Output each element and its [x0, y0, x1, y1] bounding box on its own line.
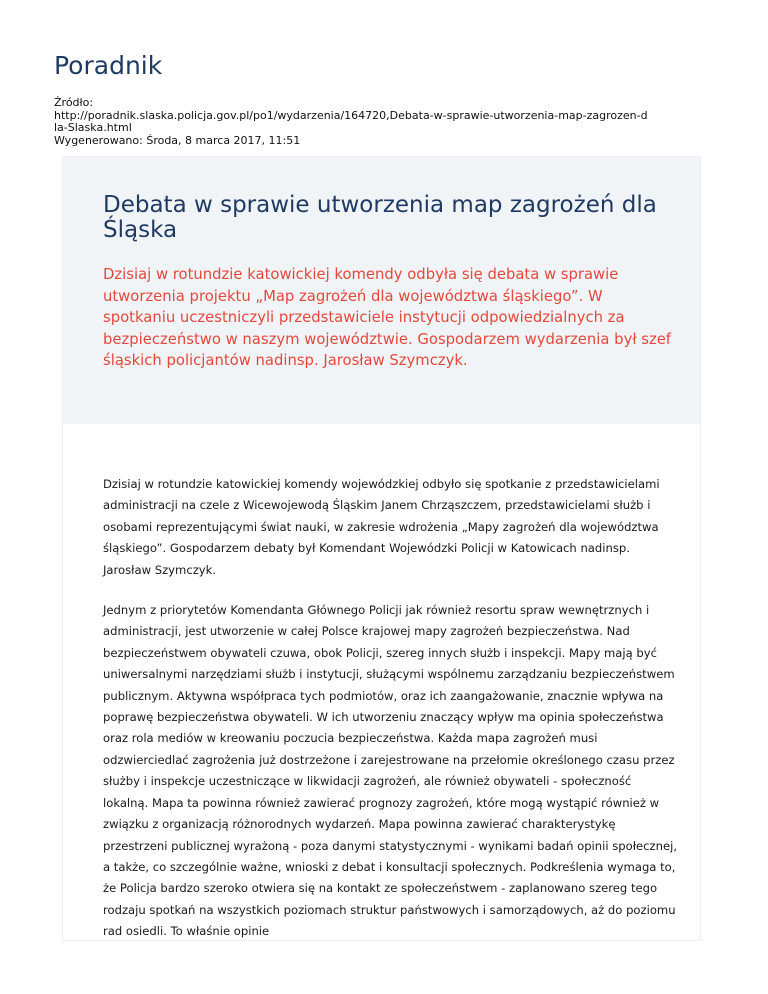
article-paragraph-1: Dzisiaj w rotundzie katowickiej komendy wojewódzkiej odbyło się spotkanie z przedstawicielami administracji na czele z Wicewojewodą Śląskim Janem Chrząszczem, przedstawicielami służb i osobami reprezentującymi świat nauki, w zakresie wdrożenia „Mapy zagrożeń dla województwa śląskiego”. Gospodarzem debaty był Komendant Wojewódzki Policji w Katowicach nadinsp. Jarosław Szymczyk.	[103, 477, 660, 577]
article-lead: Dzisiaj w rotundzie katowickiej komendy odbyła się debata w sprawie utworzenia projektu „Map zagrożeń dla województwa śląskiego”. W spotkaniu uczestniczyli przedstawiciele instytucji odpowiedzialnych za bezpieczeństwo w naszym województwie. Gospodarzem wydarzenia był szef śląskich policjantów nadinsp. Jarosław Szymczyk.	[103, 266, 672, 369]
article-card	[62, 156, 701, 941]
generated-timestamp: Wygenerowano: Środa, 8 marca 2017, 11:51	[54, 133, 301, 147]
article-paragraph-2: Jednym z priorytetów Komendanta Głównego Policji jak również resortu spraw wewnętrznych i administracji, jest utworzenie w całej Polsce krajowej mapy zagrożeń bezpieczeństwa. Nad bezpieczeństwem obywateli czuwa, obok Policji, szereg innych służb i inspekcji. Mapy mają być uniwersalnymi narzędziami służb i instytucji, służącymi wspólnemu zarządzaniu bezpieczeństwem publicznym. Aktywna współpraca tych podmiotów, oraz ich zaangażowanie, znacznie wpływa na poprawę bezpieczeństwa obywateli. W ich utworzeniu znaczący wpływ ma opinia społeczeństwa oraz rola mediów w kreowaniu poczucia bezpieczeństwa. Każda mapa zagrożeń musi odzwierciedlać zagrożenia już dostrzeżone i zarejestrowane na przełomie określonego czasu przez służby i inspekcje uczestniczące w likwidacji zagrożeń, ale również obywateli - społeczność lokalną. Mapa ta powinna również zawierać prognozy zagrożeń, które mogą wystąpić również w związku z organizacją różnorodnych wydarzeń. Mapa powinna zawierać charakterystykę przestrzeni publicznej wyrażoną - poza danymi statystycznymi - wynikami badań opinii społecznej, a także, co szczególnie ważne, wnioski z debat i konsultacji społecznych. Podkreślenia wymaga to, że Policja bardzo szeroko otwiera się na kontakt ze społeczeństwem - zaplanowano szereg tego rodzaju spotkań na wszystkich poziomach struktur państwowych i samorządowych, aż do poziomu rad osiedli. To właśnie opinie	[103, 603, 678, 939]
source-url-line-2[interactable]: la-Slaska.html	[54, 121, 132, 134]
source-metadata	[54, 97, 714, 147]
site-title: Poradnik	[54, 51, 163, 80]
article-body	[103, 474, 678, 962]
source-label: Źródło:	[54, 96, 94, 109]
source-url-line-1[interactable]: http://poradnik.slaska.policja.gov.pl/po1/wydarzenia/164720,Debata-w-sprawie-utworzenia-map-zagrozen-d	[54, 108, 648, 122]
article-title: Debata w sprawie utworzenia map zagrożeń dla Śląska	[103, 192, 657, 243]
article-header	[63, 157, 700, 424]
